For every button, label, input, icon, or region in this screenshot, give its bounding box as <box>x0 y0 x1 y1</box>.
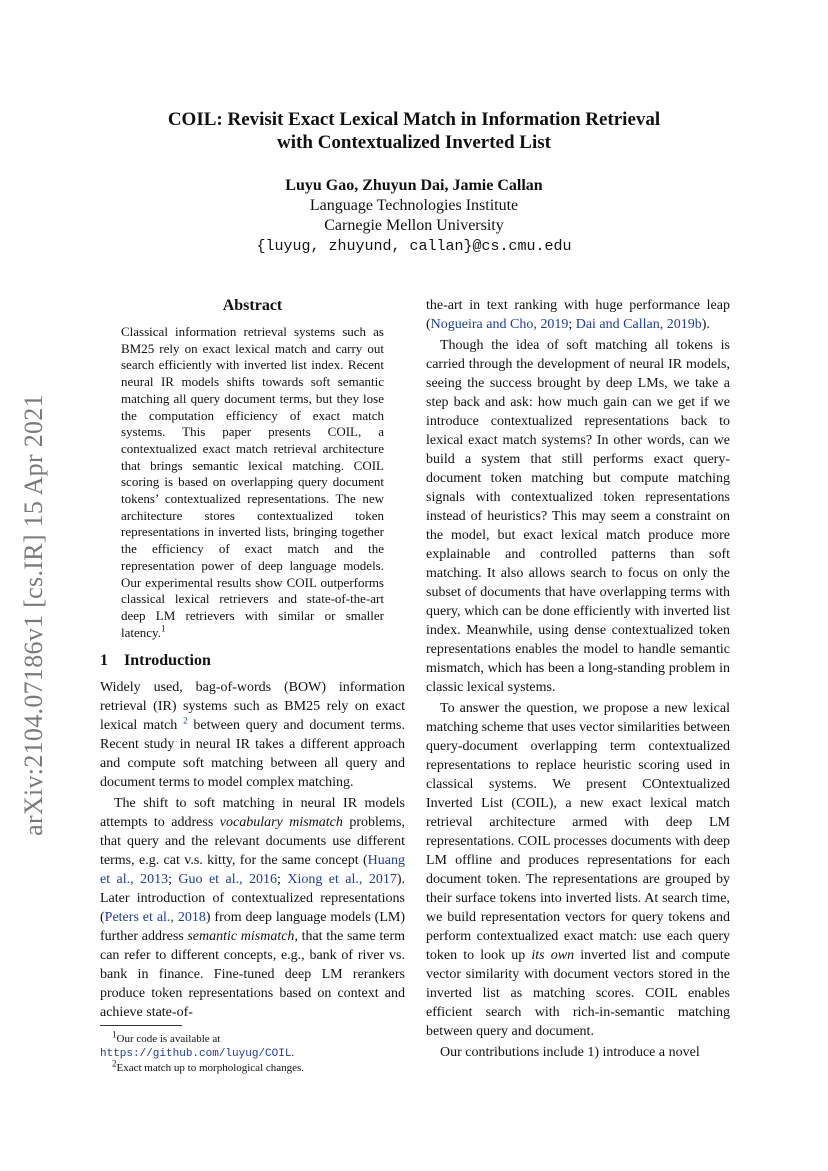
paper-title <box>100 108 728 154</box>
right-column <box>426 296 730 1062</box>
intro-paragraph-2-continued: the-art in text ranking with huge performance leap (Nogueira and Cho, 2019; Dai and Callan, 2019b). <box>426 298 730 332</box>
section-heading-introduction <box>100 651 405 671</box>
intro-paragraph-4: To answer the question, we propose a new lexical matching scheme that uses vector similarities between query-document overlapping term contextualized representations to replace heuristic scoring used in classical systems. We present COntextualized Inverted List (COIL), a new exact lexical match retrieval architecture armed with deep LM representations. COIL processes documents with deep LM offline and produces representations for each document token. The representations are grouped by their surface tokens into inverted lists. At search time, we build representation vectors for query tokens and perform contextualized exact match: use each query token to look up its own inverted list and compute vector similarity with document vectors stored in the inverted list as matching scores. COIL enables efficient search with rich-in-semantic matching between query and document. <box>426 701 731 1039</box>
abstract-heading: Abstract <box>222 297 283 314</box>
footnotes <box>100 1025 405 1075</box>
github-link[interactable]: https://github.com/luyug/COIL <box>100 1048 292 1060</box>
intro-paragraph-1: Widely used, bag-of-words (BOW) information retrieval (IR) systems such as BM25 rely on exact lexical match $^2$ between query and document terms. Recent study in neural IR takes a different approach and compute soft matching between all query and document terms to model complex matching. <box>100 680 405 791</box>
author-block <box>100 176 728 257</box>
intro-paragraph-5: Our contributions include 1) introduce a novel <box>440 1045 700 1060</box>
footnote-rule <box>100 1025 182 1026</box>
footnote-2: $^2$Exact match up to morphological changes. <box>112 1058 305 1074</box>
citation-link[interactable]: Dai and Callan, 2019b <box>575 317 702 332</box>
left-column <box>100 296 405 1022</box>
author-names: Luyu Gao, Zhuyun Dai, Jamie Callan <box>285 177 543 194</box>
author-university: Carnegie Mellon University <box>324 217 504 234</box>
intro-paragraph-3: Though the idea of soft matching all tokens is carried through the development of neural IR models, seeing the success brought by deep LMs, we take a step back and ask: how much gain can we get if we introduce contextualized representations back to lexical exact match systems? In other words, can we build a system that still performs exact query-document token matching but compute matching signals with contextualized token representations instead of heuristics? This may seem a constraint on the model, but exact lexical match produce more explainable and controlled patterns than soft matching. It also allows search to focus on only the subset of documents that have overlapping terms with query, which can be done efficiently with inverted list index. Meanwhile, using dense contextualized token representations enables the model to handle semantic mismatch, which has been a long-standing problem in classic lexical systems. <box>426 338 730 695</box>
citation-link[interactable]: Huang et al., 2013 <box>100 853 405 888</box>
section-number: 1 <box>100 652 108 670</box>
intro-paragraph-2: The shift to soft matching in neural IR models attempts to address vocabulary mismatch problems, that query and the relevant documents use different terms, e.g. cat v.s. kitty, for the same concept (Huang et al., 2013; Guo et al., 2016; Xiong et al., 2017). Later introduction of contextualized representations (Peters et al., 2018) from deep language models (LM) further address semantic mismatch, that the same term can refer to different concepts, e.g., bank of river vs. bank in finance. Fine-tuned deep LM rerankers produce token representations based on context and achieve state-of- <box>100 796 406 1021</box>
arxiv-identifier-stamp: arXiv:2104.07186v1 [cs.IR] 15 Apr 2021 <box>19 394 48 836</box>
section-title: Introduction <box>124 652 211 670</box>
author-institute: Language Technologies Institute <box>309 197 519 214</box>
author-email: {luyug, zhuyund, callan}@cs.cmu.edu <box>256 238 572 255</box>
title-line-1: COIL: Revisit Exact Lexical Match in Information Retrieval <box>167 109 661 130</box>
footnote-mark-2[interactable]: 2 <box>183 715 188 726</box>
citation-link[interactable]: Xiong et al., 2017 <box>287 872 397 888</box>
citation-link[interactable]: Nogueira and Cho, 2019 <box>430 317 569 332</box>
footnote-1: $^1$Our code is available at https://github.com/luyug/COIL. <box>100 1029 295 1060</box>
footnote-mark-1[interactable]: 1 <box>160 623 166 634</box>
abstract-text: Classical information retrieval systems such as BM25 rely on exact lexical match and carry out search efficiently with inverted list index. Recent neural IR models shifts towards soft semantic matching all query document terms, but they lose the computation efficiency of exact match systems. This paper presents COIL, a contextualized exact match retrieval architecture that brings semantic lexical matching. COIL scoring is based on overlapping query document tokens’ contextualized representations. The new architecture stores contextualized token representations in inverted lists, bringing together the efficiency of exact match and the representation power of deep language models. Our experimental results show COIL outperforms classical lexical retrievers and state-of-the-art deep LM retrievers with similar or smaller latency.$^1$ <box>121 324 384 640</box>
title-line-2: with Contextualized Inverted List <box>277 132 551 153</box>
citation-link[interactable]: Guo et al., 2016 <box>178 872 278 888</box>
citation-link[interactable]: Peters et al., 2018 <box>104 910 206 926</box>
